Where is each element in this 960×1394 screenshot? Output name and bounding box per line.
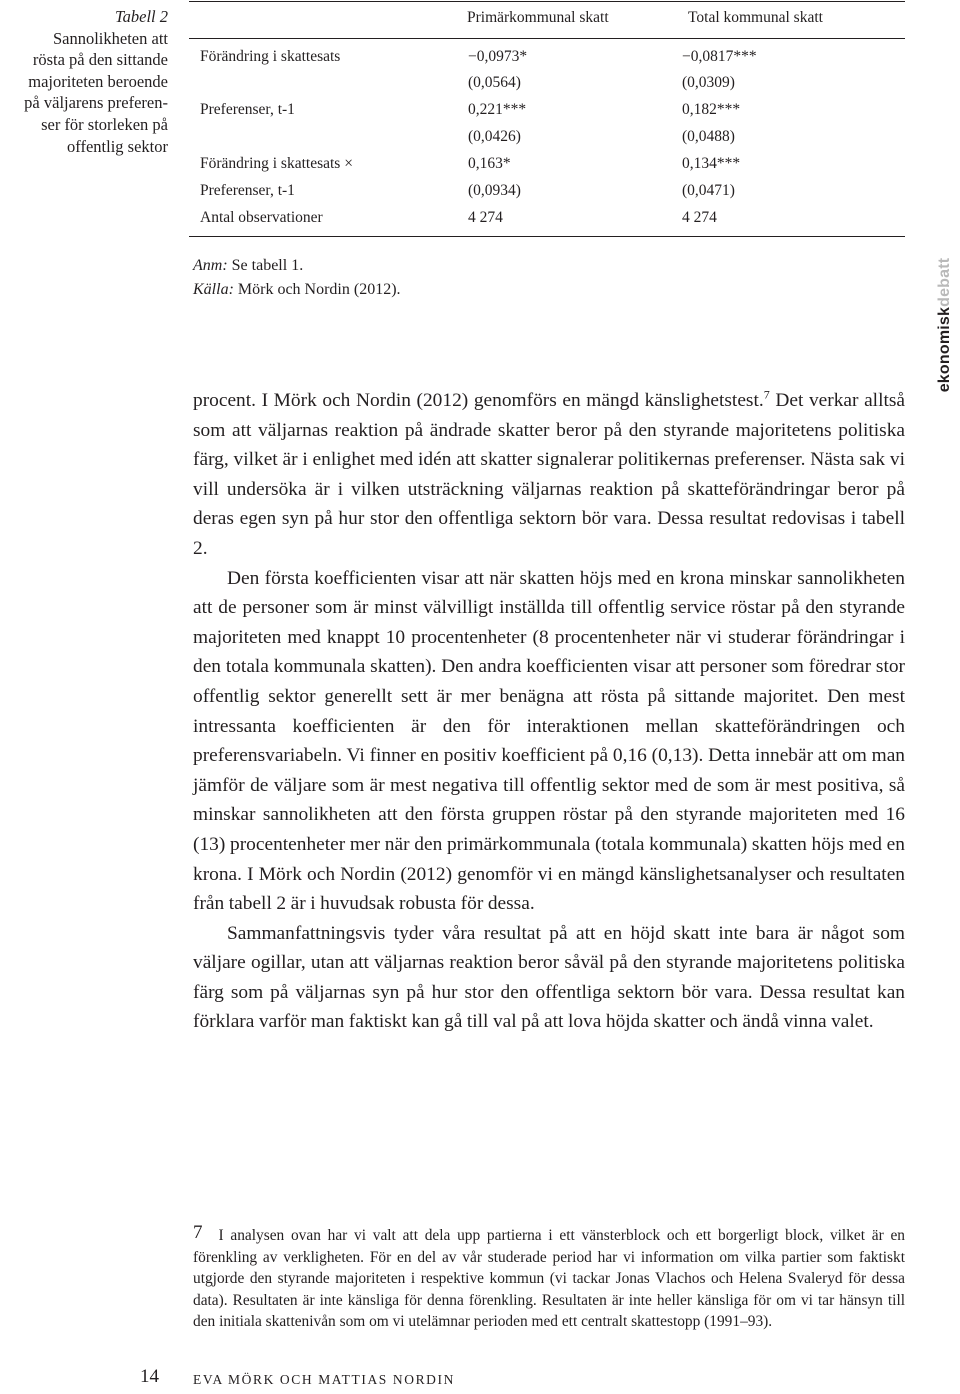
body-text: [193, 386, 905, 1037]
table-note: [193, 254, 303, 278]
cell-primary: −0,0973*: [468, 48, 528, 65]
cell-total: (0,0471): [682, 182, 735, 199]
table-row: [0, 205, 960, 231]
table-header-row: [0, 5, 960, 31]
cell-total: 0,134***: [682, 155, 741, 172]
caption-line: rösta på den sittande: [32, 50, 168, 70]
cell-total: −0,0817***: [682, 48, 757, 65]
note-text: Se tabell 1.: [227, 257, 304, 274]
row-label: Preferenser, t-1: [200, 101, 295, 118]
cell-primary: 0,163*: [468, 155, 511, 172]
table-label: Tabell 2: [114, 7, 168, 26]
table-row: [0, 44, 960, 70]
brand-part-2: debatt: [936, 257, 953, 307]
caption-line: offentlig sektor: [67, 136, 168, 156]
paragraph-1-rest: Det verkar alltså som att väljarnas reaktion på ändrade skatter beror på den styrande majoritetens politiska färg, vilket är i enlighet med idén att skatter signalerar politikernas preferenser. Nästa sak vi vill undersöka är i vilken utsträckning väljarnas reaktion på skatteförändringar beror på deras egen syn på hur stor den offentliga sektorn bör vara. Dessa resultat redovisas i tabell 2.: [193, 390, 905, 559]
brand-part-1: ekonomisk: [936, 306, 953, 393]
table-top-rule: [189, 1, 905, 2]
row-label: Förändring i skattesats: [200, 48, 341, 65]
footnote: [193, 1222, 905, 1333]
paragraph: Sammanfattningsvis tyder våra resultat på att en höjd skatt inte bara är något som väljare ogillar, utan att väljarnas reaktion beror såväl på den styrande majoritetens politiska färg som på väljarnas syn på hur stor den offentliga sektorn bör vara. Dessa resultat kan förklara varför man faktiskt kan gå till val på att lova höjda skatter och ändå vinna valet.: [193, 922, 905, 1033]
caption-line: Sannolikheten att: [52, 28, 168, 48]
row-label: Antal observationer: [200, 209, 323, 226]
cell-primary: 0,221***: [468, 101, 527, 118]
running-footer-authors: EVA MÖRK OCH MATTIAS NORDIN: [193, 1372, 455, 1387]
journal-brand: [933, 245, 957, 405]
cell-total: 4 274: [682, 209, 717, 226]
cell-total: (0,0488): [682, 128, 735, 145]
source-text: Mörk och Nordin (2012).: [233, 281, 401, 298]
caption-line: på väljarens preferen-: [24, 93, 168, 113]
column-header-total: Total kommunal skatt: [688, 9, 823, 26]
table-row: [0, 124, 960, 150]
column-header-primary: Primärkommunal skatt: [467, 9, 609, 26]
table-source: [193, 278, 401, 302]
cell-primary: 4 274: [468, 209, 503, 226]
footnote-number: 7: [193, 1222, 203, 1243]
cell-primary: (0,0564): [468, 74, 521, 91]
footnote-paragraph: [193, 1222, 905, 1333]
table-row: [0, 70, 960, 96]
table-row: [0, 97, 960, 123]
row-label: Preferenser, t-1: [200, 182, 295, 199]
table-bottom-rule: [189, 236, 905, 237]
table-row: [0, 178, 960, 204]
cell-total: 0,182***: [682, 101, 741, 118]
cell-total: (0,0309): [682, 74, 735, 91]
note-key: Anm:: [193, 257, 228, 274]
cell-primary: (0,0426): [468, 128, 521, 145]
footnote-text: I analysen ovan har vi valt att dela upp partierna i ett vänsterblock och ett borgerligt block, vilket är en förenkling av verkligheten. För en del av vår studerade period har vi information om vilka partier som faktiskt utgjorde den styrande majoriteten i respektive kommun (vi tackar Jonas Vlachos och Helena Svaleryd för dessa data). Resultaten är inte känsliga för denna förenkling. Resultaten är inte heller känsliga för om vi tar hänsyn till den initiala skattenivån som om vi utelämnar perioden med ett centralt skattestopp (1991–93).: [193, 1227, 905, 1331]
paragraph: Den första koefficienten visar att när skatten höjs med en krona minskar sannolikheten att de personer som är minst välvilligt inställda till offentlig service röstar på den styrande majoriteten med knappt 10 procentenheter (8 procentenheter när vi studerar förändringar i den totala kommunala skatten). Den andra koefficienten visar att personer som föredrar stor offentlig sektor generellt sett är mer benägna att rösta på sittande majoritet. Den mest intressanta koefficienten är den för interaktionen mellan skatteförändringen och preferensvariabeln. Vi finner en positiv koefficient på 0,16 (0,13). Detta innebär att om man jämför de väljare som är mest negativa till offentlig sektor med de som är mest positiva, så minskar sannolikheten att den första gruppen röstar på den styrande majoriteten med 16 (13) procentenheter mer när den primärkommunala (totala kommunala) skatten höjs med en krona. I Mörk och Nordin (2012) genomför vi en mängd känslighetsanalyser och resultaten från tabell 2 är i huvudsak robusta för dessa.: [193, 567, 905, 915]
source-key: Källa:: [193, 281, 234, 298]
table-header-rule: [189, 38, 905, 39]
cell-primary: (0,0934): [468, 182, 521, 199]
footnote-ref: 7: [763, 387, 770, 402]
page-number: 14: [140, 1366, 159, 1387]
paragraph-1-text: procent. I Mörk och Nordin (2012) genomförs en mängd känslighetstest.: [193, 390, 764, 411]
row-label: Förändring i skattesats ×: [200, 155, 353, 172]
paragraph: [193, 386, 905, 564]
table-row: [0, 151, 960, 177]
caption-line: majoriteten beroende: [28, 71, 168, 91]
caption-line: ser för storleken på: [41, 114, 168, 134]
